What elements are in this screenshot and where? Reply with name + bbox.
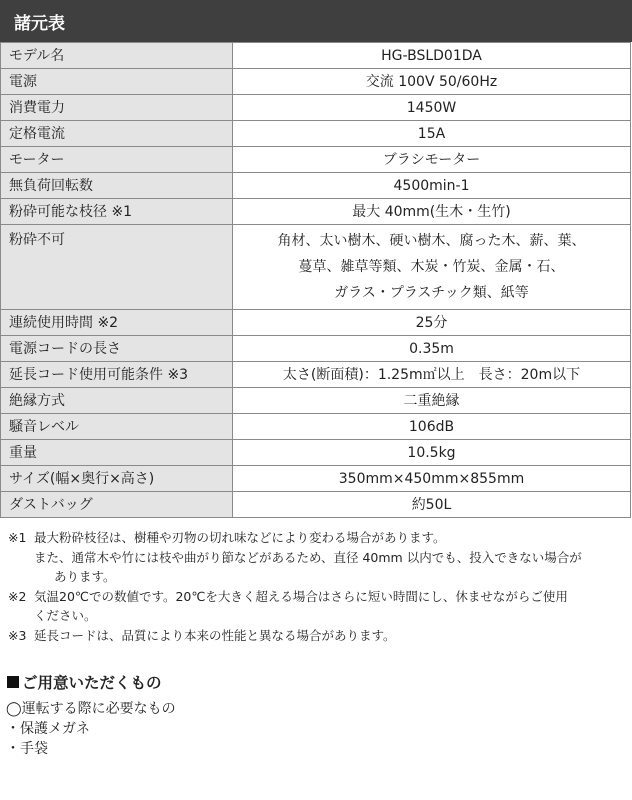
spec-key: 定格電流 bbox=[1, 121, 233, 147]
list-item: ・保護メガネ bbox=[6, 721, 90, 737]
list-item: ◯運転する際に必要なもの bbox=[6, 701, 176, 717]
footnote bbox=[8, 528, 624, 587]
table-row bbox=[1, 388, 631, 414]
spec-key: モーター bbox=[1, 147, 233, 173]
footnotes bbox=[0, 518, 632, 645]
spec-value: 350mm×450mm×855mm bbox=[233, 466, 631, 492]
spec-value: 106dB bbox=[233, 414, 631, 440]
table-row bbox=[1, 414, 631, 440]
footnote-line: 延長コードは、品質により本来の性能と異なる場合があります。 bbox=[34, 627, 396, 643]
footnote-line: ください。 bbox=[34, 608, 97, 623]
footnote-line: 最大粉砕枝径は、樹種や刃物の切れ味などにより変わる場合があります。 bbox=[34, 530, 446, 545]
spec-key: サイズ(幅×奥行×高さ) bbox=[1, 466, 233, 492]
spec-value: 4500min-1 bbox=[233, 173, 631, 199]
footnote bbox=[8, 626, 624, 646]
spec-key: 消費電力 bbox=[1, 95, 233, 121]
spec-key: 延長コード使用可能条件 ※3 bbox=[1, 362, 233, 388]
page-title: 諸元表 bbox=[14, 13, 65, 34]
table-row bbox=[1, 440, 631, 466]
table-row bbox=[1, 43, 631, 69]
spec-key: 騒音レベル bbox=[1, 414, 233, 440]
table-row bbox=[1, 95, 631, 121]
footnote-mark: ※2 bbox=[8, 588, 27, 604]
prep-section-title bbox=[7, 671, 632, 693]
table-row bbox=[1, 492, 631, 518]
spec-value bbox=[233, 225, 631, 310]
footnote-line: 気温20℃での数値です。20℃を大きく超える場合はさらに短い時間にし、休ませながらご使用 bbox=[34, 588, 568, 604]
spec-value: 10.5kg bbox=[233, 440, 631, 466]
table-row bbox=[1, 310, 631, 336]
footnote-line: あります。 bbox=[54, 569, 116, 584]
spec-value: 15A bbox=[233, 121, 631, 147]
spec-value: HG-BSLD01DA bbox=[233, 43, 631, 69]
spec-key: ダストバッグ bbox=[1, 492, 233, 518]
spec-key: 電源 bbox=[1, 69, 233, 95]
table-row bbox=[1, 336, 631, 362]
spec-value: 1450W bbox=[233, 95, 631, 121]
footnote-line: また、通常木や竹には枝や曲がり節などがあるため、直径 40mm 以内でも、投入できない場合が bbox=[34, 549, 582, 565]
spec-key: 粉砕不可 bbox=[1, 225, 233, 310]
list-item: ・手袋 bbox=[6, 741, 48, 757]
table-row bbox=[1, 225, 631, 310]
black-square-icon bbox=[7, 676, 19, 688]
prep-title: ご用意いただくもの bbox=[22, 674, 162, 692]
spec-value: 0.35m bbox=[233, 336, 631, 362]
table-row bbox=[1, 199, 631, 225]
spec-value: 交流 100V 50/60Hz bbox=[233, 69, 631, 95]
prep-list bbox=[6, 699, 632, 759]
spec-key: 連続使用時間 ※2 bbox=[1, 310, 233, 336]
table-row bbox=[1, 147, 631, 173]
spec-value: ブラシモーター bbox=[233, 147, 631, 173]
table-row bbox=[1, 362, 631, 388]
spec-value: 最大 40mm(生木・生竹) bbox=[233, 199, 631, 225]
spec-value-line: 蔓草、雑草等類、木炭・竹炭、金属・石、 bbox=[298, 259, 565, 275]
spec-key: 粉砕可能な枝径 ※1 bbox=[1, 199, 233, 225]
spec-value: 約50L bbox=[233, 492, 631, 518]
spec-key: 重量 bbox=[1, 440, 233, 466]
table-row bbox=[1, 69, 631, 95]
spec-key: 無負荷回転数 bbox=[1, 173, 233, 199]
spec-key: 電源コードの長さ bbox=[1, 336, 233, 362]
spec-value: 二重絶縁 bbox=[233, 388, 631, 414]
table-row bbox=[1, 466, 631, 492]
spec-table bbox=[0, 42, 631, 518]
table-row bbox=[1, 173, 631, 199]
spec-value: 太さ(断面積)：1.25m㎡以上 長さ：20m以下 bbox=[233, 362, 631, 388]
footnote-mark: ※1 bbox=[8, 530, 27, 545]
spec-value-line: ガラス・プラスチック類、紙等 bbox=[334, 285, 529, 301]
spec-header bbox=[0, 0, 632, 42]
spec-value-line: 角材、太い樹木、硬い樹木、腐った木、薪、葉、 bbox=[277, 233, 586, 249]
footnote-mark: ※3 bbox=[8, 627, 27, 643]
footnote bbox=[8, 587, 624, 626]
spec-key: 絶縁方式 bbox=[1, 388, 233, 414]
spec-key: モデル名 bbox=[1, 43, 233, 69]
spec-value: 25分 bbox=[233, 310, 631, 336]
table-row bbox=[1, 121, 631, 147]
